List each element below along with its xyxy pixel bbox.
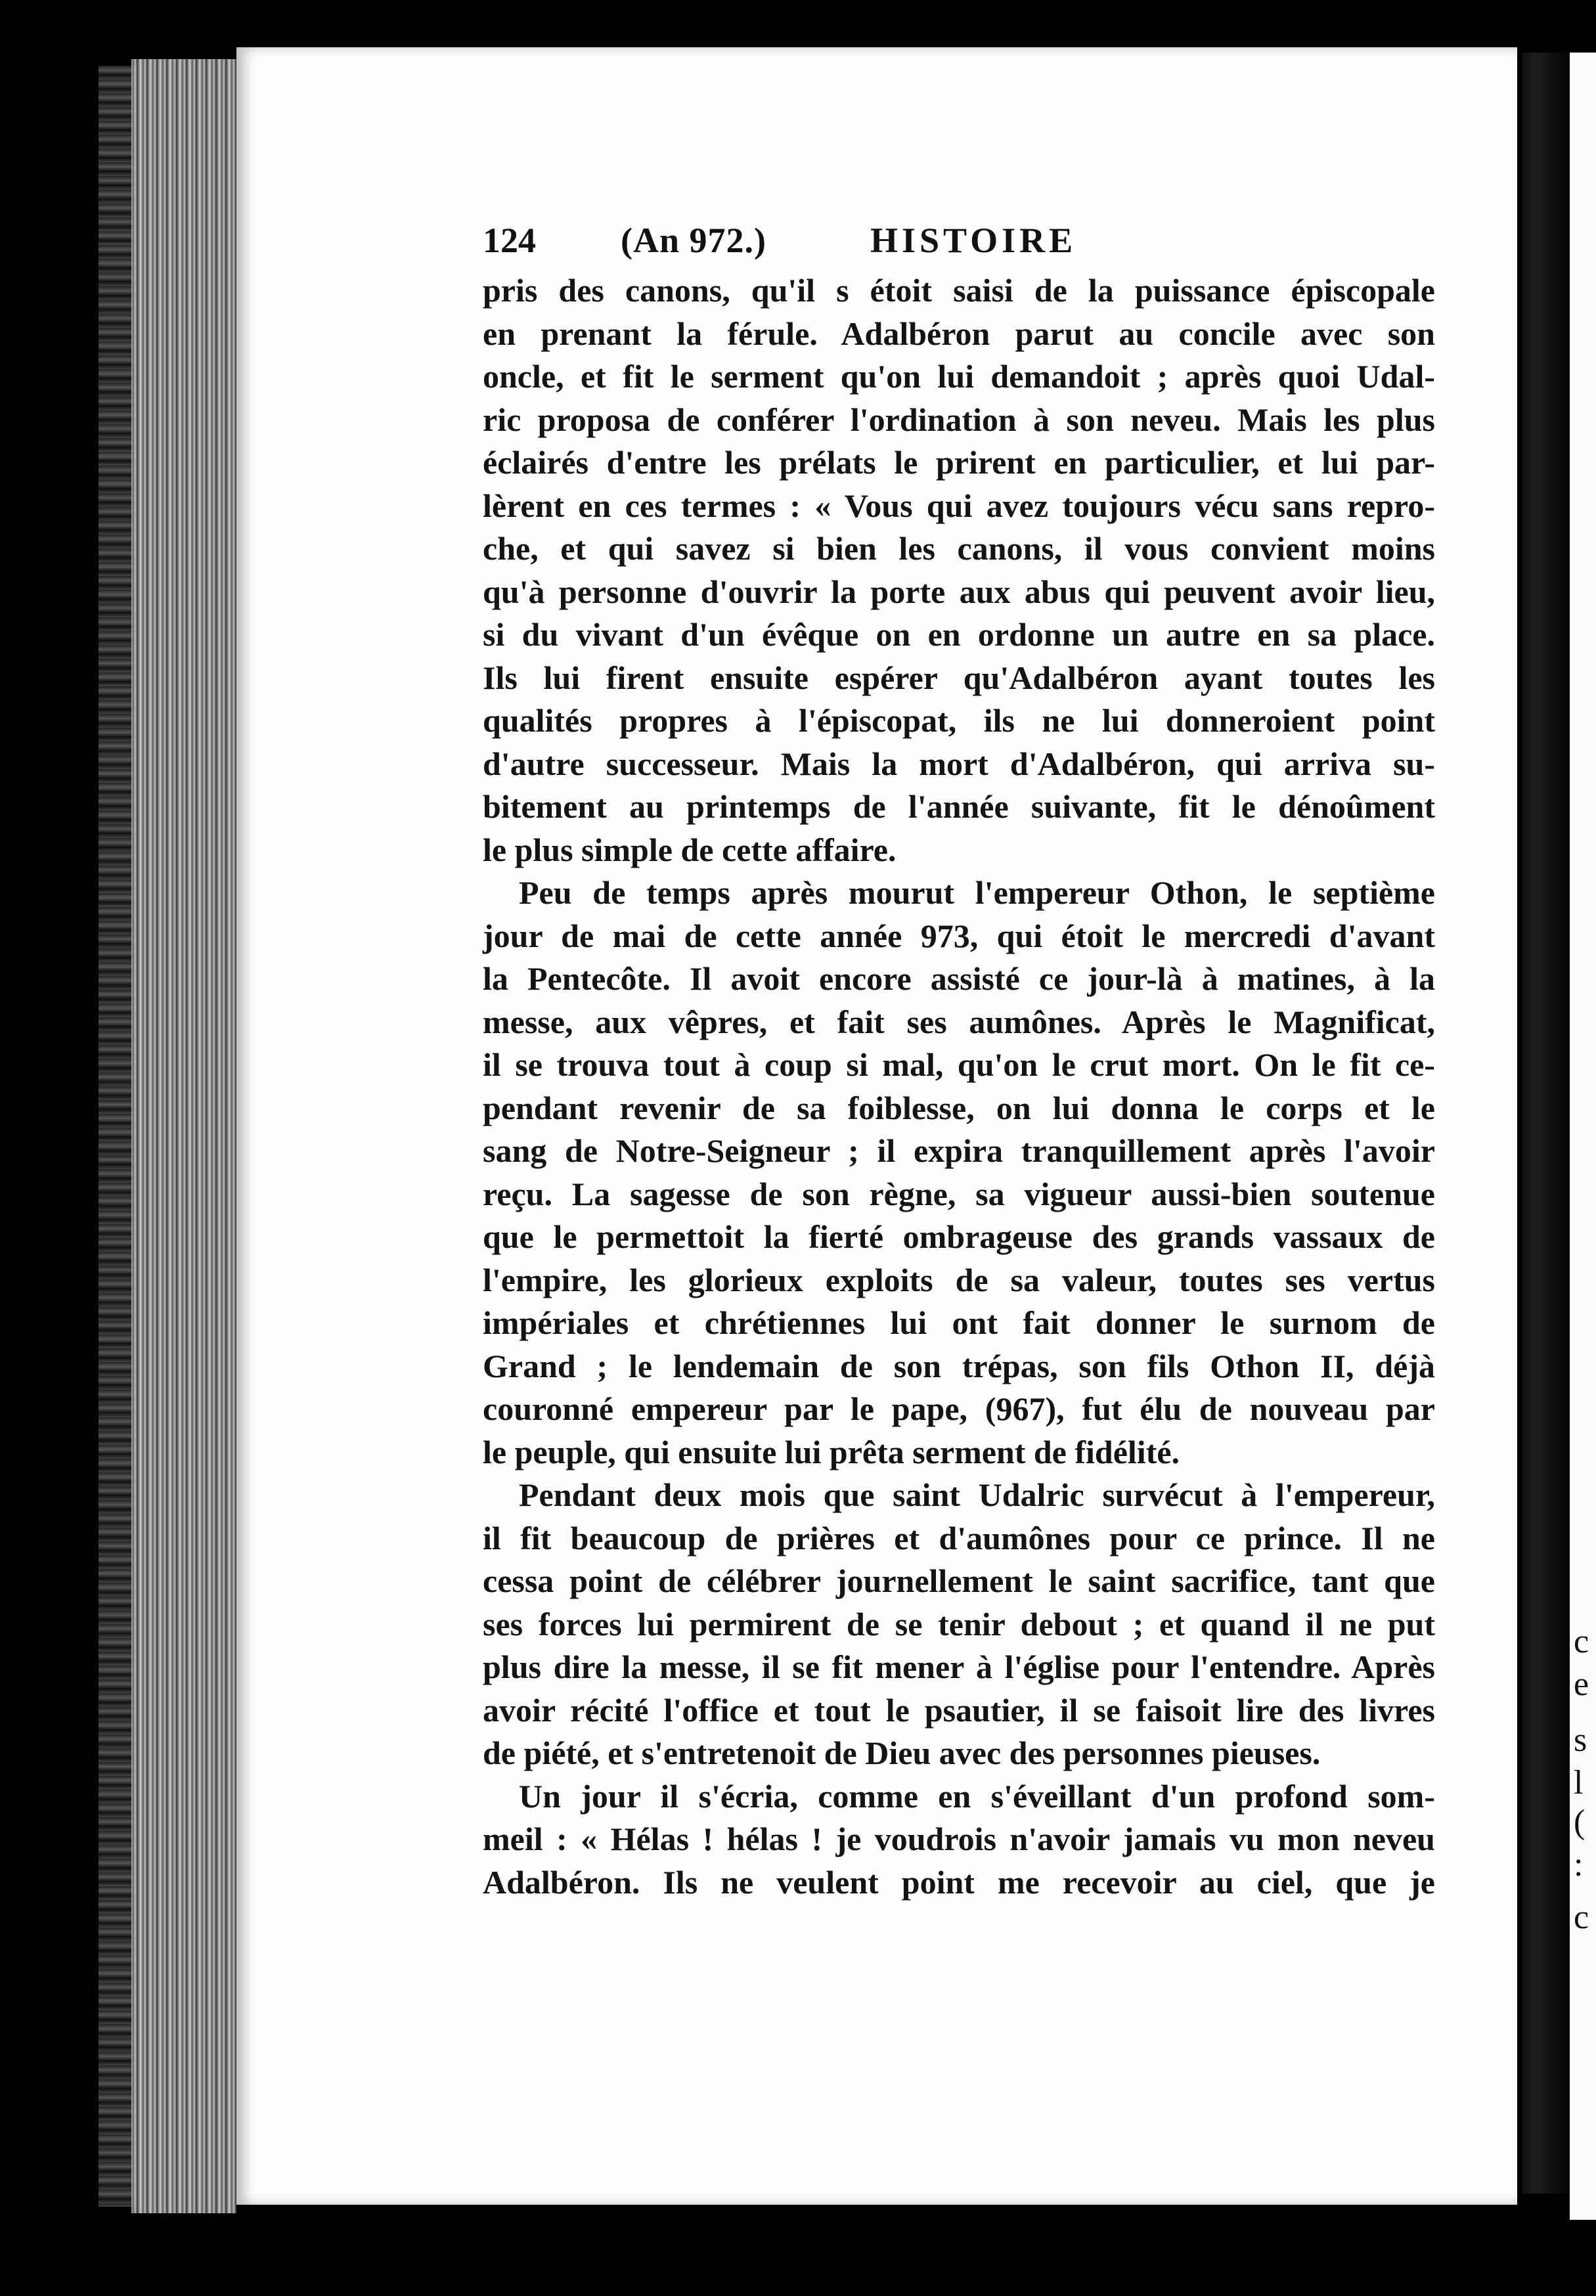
text-line: impériales et chrétiennes lui ont fait donner le surnom de bbox=[483, 1304, 1435, 1341]
facing-page-char: c bbox=[1574, 1623, 1589, 1660]
text-line: Adalbéron. Ils ne veulent point me recevoir au ciel, que je bbox=[483, 1863, 1435, 1901]
text-line: Grand ; le lendemain de son trépas, son fils Othon II, déjà bbox=[483, 1347, 1435, 1384]
running-title: HISTOIRE bbox=[870, 221, 1077, 260]
page-number: 124 bbox=[483, 221, 536, 260]
text-line: avoir récité l'office et tout le psautier, il se faisoit lire des livres bbox=[483, 1691, 1435, 1729]
text-line: en prenant la férule. Adalbéron parut au concile avec son bbox=[483, 315, 1435, 352]
facing-page-char: l bbox=[1574, 1764, 1584, 1801]
facing-page-char: : bbox=[1574, 1846, 1584, 1884]
facing-page-strip bbox=[1570, 53, 1596, 2220]
text-line: la Pentecôte. Il avoit encore assisté ce jour-là à matines, à la bbox=[483, 960, 1435, 997]
facing-page-char: c bbox=[1574, 1899, 1589, 1936]
text-line: messe, aux vêpres, et fait ses aumônes. Après le Magnificat, bbox=[483, 1003, 1435, 1040]
text-line: plus dire la messe, il se fit mener à l'église pour l'entendre. Après bbox=[483, 1648, 1435, 1685]
text-line: pendant revenir de sa foiblesse, on lui donna le corps et le bbox=[483, 1089, 1435, 1126]
text-line: le peuple, qui ensuite lui prêta serment de fidélité. bbox=[483, 1433, 1180, 1470]
text-line: meil : « Hélas ! hélas ! je voudrois n'avoir jamais vu mon neveu bbox=[483, 1821, 1435, 1857]
text-line: Pendant deux mois que saint Udalric survécut à l'empereur, bbox=[519, 1476, 1435, 1513]
year-marker: (An 972.) bbox=[621, 221, 766, 260]
text-line: couronné empereur par le pape, (967), fut élu de nouveau par bbox=[483, 1390, 1435, 1427]
text-line: cessa point de célébrer journellement le saint sacrifice, tant que bbox=[483, 1562, 1435, 1599]
text-line: sang de Notre-Seigneur ; il expira tranquillement après l'avoir bbox=[483, 1132, 1435, 1169]
text-line: Ils lui firent ensuite espérer qu'Adalbéron ayant toutes les bbox=[483, 659, 1435, 696]
text-line: il fit beaucoup de prières et d'aumônes pour ce prince. Il ne bbox=[483, 1519, 1435, 1556]
text-line: éclairés d'entre les prélats le prirent en particulier, et lui par- bbox=[483, 444, 1435, 481]
text-line: si du vivant d'un évêque on en ordonne un autre en sa place. bbox=[483, 616, 1435, 653]
text-line: qualités propres à l'épiscopat, ils ne lui donneroient point bbox=[483, 702, 1435, 739]
facing-page-char: e bbox=[1574, 1666, 1589, 1703]
text-line: que le permettoit la fierté ombrageuse des grands vassaux de bbox=[483, 1218, 1435, 1255]
text-line: Un jour il s'écria, comme en s'éveillant d'un profond som- bbox=[519, 1777, 1435, 1815]
text-line: lèrent en ces termes : « Vous qui avez toujours vécu sans repro- bbox=[483, 487, 1435, 524]
facing-page-edge bbox=[1522, 53, 1568, 2194]
text-line: qu'à personne d'ouvrir la porte aux abus qui peuvent avoir lieu, bbox=[483, 573, 1435, 610]
text-line: de piété, et s'entretenoit de Dieu avec des personnes pieuses. bbox=[483, 1734, 1321, 1771]
text-line: d'autre successeur. Mais la mort d'Adalbéron, qui arriva su- bbox=[483, 745, 1435, 782]
text-line: pris des canons, qu'il s étoit saisi de la puissance épiscopale bbox=[483, 272, 1435, 309]
page-header bbox=[483, 220, 1435, 273]
facing-page-char: s bbox=[1574, 1721, 1587, 1759]
body-text bbox=[483, 269, 1435, 1904]
text-line: ric proposa de conférer l'ordination à son neveu. Mais les plus bbox=[483, 401, 1435, 438]
book-page-stack bbox=[131, 59, 236, 2213]
text-line: Peu de temps après mourut l'empereur Othon, le septième bbox=[519, 874, 1435, 911]
text-line: reçu. La sagesse de son règne, sa vigueur aussi-bien soutenue bbox=[483, 1175, 1435, 1212]
text-line: l'empire, les glorieux exploits de sa valeur, toutes ses vertus bbox=[483, 1261, 1435, 1298]
text-line: jour de mai de cette année 973, qui étoit le mercredi d'avant bbox=[483, 917, 1435, 954]
text-line: le plus simple de cette affaire. bbox=[483, 831, 897, 868]
facing-page-char: ( bbox=[1574, 1803, 1585, 1841]
text-line: ses forces lui permirent de se tenir debout ; et quand il ne put bbox=[483, 1605, 1435, 1643]
text-line: bitement au printemps de l'année suivante, fit le dénoûment bbox=[483, 788, 1435, 825]
text-line: che, et qui savez si bien les canons, il vous convient moins bbox=[483, 530, 1435, 567]
text-line: il se trouva tout à coup si mal, qu'on le crut mort. On le fit ce- bbox=[483, 1046, 1435, 1083]
text-line: oncle, et fit le serment qu'on lui demandoit ; après quoi Udal- bbox=[483, 358, 1435, 395]
